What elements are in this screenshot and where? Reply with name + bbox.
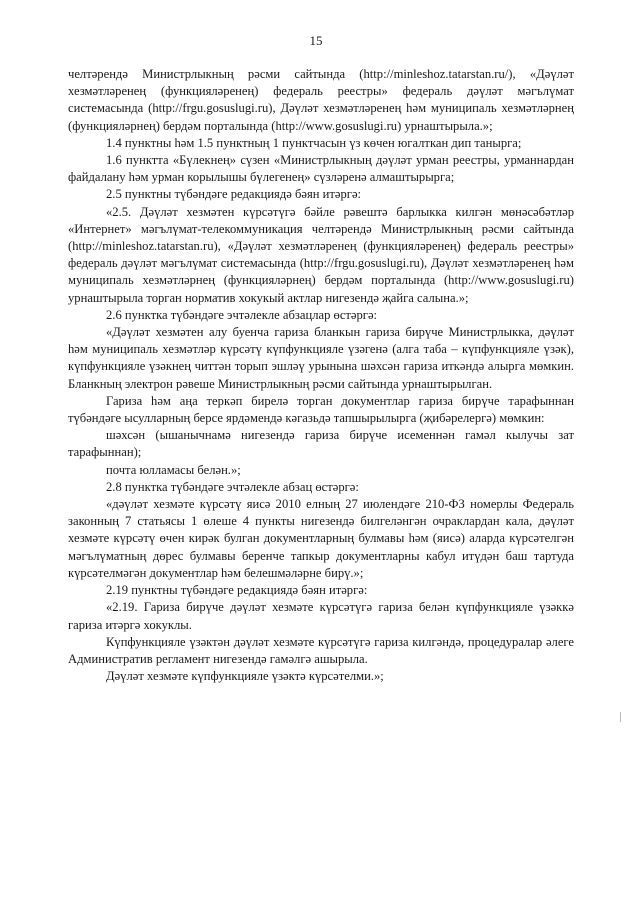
paragraph-2-19-text-1: «2.19. Гариза бирүче дәүләт хезмәте күрсәтүгә гариза белән күпфункцияле үзәккә гариза итәргә хокуклы. (68, 600, 574, 632)
paragraph-2-6-item-2: почта юлламасы белән.»; (106, 462, 241, 477)
paragraph-continuation: челтәрендә Министрлыкның рәсми сайтында (http://minleshoz.tatarstan.ru/), «Дәүләт хезмәтләренең (функцияләренең) федераль реестры» федераль дәүләт мәгълүмат системасында (http://frgu.gosuslugi.ru), Дәүләт хезмәтләренең һәм муниципаль хезмәтләрнең (функцияләрнең) бердәм порталында (http://www.gosuslugi.ru) урнаштырыла.»; (68, 67, 574, 133)
page-number: 15 (309, 33, 323, 48)
paragraph-2-19-text-3: Дәүләт хезмәте күпфункцияле үзәктә күрсәтелми.»; (106, 669, 384, 684)
paragraph-2-8-intro: 2.8 пунктка түбәндәге эчтәлекле абзац өстәргә: (106, 479, 359, 494)
paragraph-2-6-intro: 2.6 пунктка түбәндәге эчтәлекле абзацлар өстәргә: (106, 307, 378, 322)
paragraph-2-6-item-1: шәхсән (ышанычнамә нигезендә гариза бирүче исеменнән гамәл кылучы зат тарафыннан); (68, 428, 574, 460)
paragraph-2-6-text-1: «Дәүләт хезмәтен алу буенча гариза бланкын гариза бирүче Министрлыкка, дәүләт һәм муниципаль хезмәтләр күрсәтү күпфункцияле үзәгенә (алга таба – күпфункцияле үзәк), күпфункцияле үзәкнең читтән торып эшләү урынына шәхсән гариза иткәндә алырга мөмкин. Бланкның электрон рәвеше Министрлыкның рәсми сайтында урнаштырылган. (68, 325, 574, 391)
paragraph-2-5-text: «2.5. Дәүләт хезмәтен күрсәтүгә бәйле рәвештә барлыкка килгән мөнәсәбәтләр «Интернет» мәгълүмат-телекоммуникация челтәрендә Министрлыкның рәсми сайтында (http://minleshoz.tatarstan.ru), «Дәүләт хезмәтләренең (функцияләренең) федераль реестры» федераль дәүләт мәгълүмат системасында (http://frgu.gosuslugi.ru), Дәүләт хезмәтләренең һәм муниципаль хезмәтләрнең (функцияләрнең) бердәм порталында (http://www.gosuslugi.ru) урнаштырыла торган норматив хокукый актлар нигезендә җайга салына.»; (68, 204, 574, 305)
paragraph-2-5-intro: 2.5 пунктны түбәндәге редакциядә бәян итәргә: (106, 187, 362, 202)
paragraph-1-4-1-5: 1.4 пунктны һәм 1.5 пунктның 1 пунктчасын үз көчен югалткан дип танырга; (106, 135, 522, 150)
body-text (68, 66, 574, 685)
paragraph-2-8-text: «дәүләт хезмәте күрсәтү яисә 2010 елның 27 июлендәге 210-ФЗ номерлы Федераль законның 7 статьясы 1 өлеше 4 пункты нигезендә билгеләнгән очраклардан кала, дәүләт хезмәте күрсәтү өчен кирәк булган документларның булмавы һәм (яисә) аларда күрсәтелгән мәгълүматның дөрес булмавы беренче тапкыр документларны кабул итүдән баш тартуда күрсәтелмәгән документлар һәм белешмәләрне бирү.»; (68, 497, 574, 580)
paragraph-2-19-text-2: Күпфункцияле үзәктән дәүләт хезмәте күрсәтүгә гариза килгәндә, процедуралар әлеге Административ регламент нигезендә гамәлгә ашырыла. (68, 634, 574, 666)
paragraph-2-19-intro: 2.19 пунктны түбәндәге редакциядә бәян итәргә: (106, 583, 368, 598)
scan-edge-mark (620, 712, 621, 722)
paragraph-1-6: 1.6 пунктта «Бүлекнең» сүзен «Министрлыкның дәүләт урман реестры, урманнардан файдалану һәм урман корылышы бүлегенең» сүзләренә алмаштырырга; (68, 153, 574, 185)
paragraph-2-6-text-2: Гариза һәм аңа теркәп бирелә торган документлар гариза бирүче тарафыннан түбәндәге ысулларның берсе ярдәмендә кәгазьдә тапшырылырга (җибәрелергә) мөмкин: (68, 393, 574, 426)
